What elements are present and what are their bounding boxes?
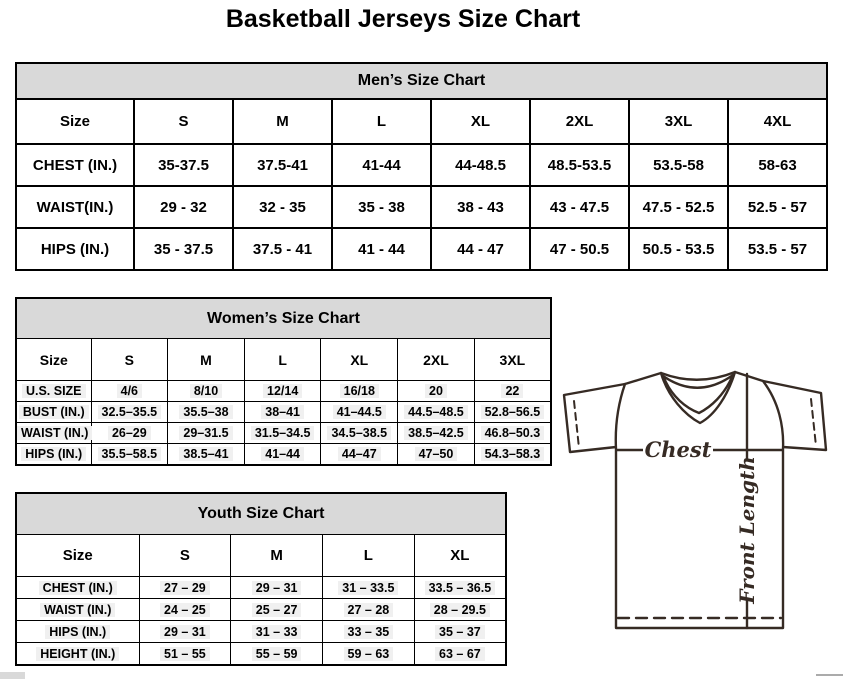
youth-row-label bbox=[16, 599, 139, 621]
women-size-col-header-text: M bbox=[200, 351, 212, 368]
men-cell-value bbox=[332, 228, 431, 270]
women-row-label bbox=[16, 402, 91, 423]
men-size-col-header-text: 4XL bbox=[763, 113, 792, 130]
page-title: Basketball Jerseys Size Chart bbox=[225, 5, 581, 33]
women-row-label-text: BUST (IN.) bbox=[19, 405, 89, 419]
women-cell-value bbox=[168, 381, 245, 402]
youth-chart-title-text: Youth Size Chart bbox=[197, 505, 325, 522]
women-size-label bbox=[16, 339, 91, 381]
youth-cell-value-text: 33.5 – 36.5 bbox=[425, 581, 496, 595]
men-chart-title-text: Men’s Size Chart bbox=[357, 72, 486, 89]
youth-cell-value-text: 31 – 33 bbox=[252, 625, 302, 639]
men-size-col-header-text: L bbox=[376, 113, 387, 130]
men-size-col-header bbox=[332, 99, 431, 144]
women-cell-value bbox=[321, 402, 398, 423]
youth-row-label bbox=[16, 643, 139, 666]
women-cell-value-text: 22 bbox=[501, 384, 523, 398]
youth-cell-value-text: 24 – 25 bbox=[160, 603, 210, 617]
youth-cell-value bbox=[231, 577, 323, 599]
youth-cell-value-text: 59 – 63 bbox=[344, 647, 394, 661]
youth-cell-value-text: 31 – 33.5 bbox=[338, 581, 398, 595]
women-size-col-header-text: L bbox=[278, 351, 287, 368]
men-cell-value bbox=[134, 228, 233, 270]
women-cell-value bbox=[398, 381, 475, 402]
men-size-col-header-text: M bbox=[276, 113, 289, 130]
collar-back-arc-outer bbox=[661, 372, 735, 380]
women-size-col-header bbox=[244, 339, 321, 381]
women-cell-value bbox=[321, 423, 398, 444]
youth-cell-value bbox=[139, 643, 231, 666]
youth-cell-value-text: 29 – 31 bbox=[160, 625, 210, 639]
front-length-label: Front Length bbox=[735, 456, 759, 604]
men-cell-value-text: 47 - 50.5 bbox=[549, 240, 610, 258]
women-cell-value-text: 26–29 bbox=[108, 426, 151, 440]
men-cell-value-text: 53.5-58 bbox=[653, 156, 704, 174]
bottom-right-artifact bbox=[816, 674, 843, 676]
youth-cell-value-text: 27 – 29 bbox=[160, 581, 210, 595]
men-size-label bbox=[16, 99, 134, 144]
women-cell-value-text: 41–44.5 bbox=[333, 405, 386, 419]
women-cell-value bbox=[244, 381, 321, 402]
youth-cell-value bbox=[414, 577, 506, 599]
men-row-label bbox=[16, 228, 134, 270]
women-cell-value-text: 38.5–42.5 bbox=[404, 426, 468, 440]
youth-size-table bbox=[15, 492, 507, 666]
youth-row-label-text: HIPS (IN.) bbox=[45, 625, 110, 639]
youth-chart-title bbox=[16, 493, 506, 535]
men-cell-value bbox=[530, 144, 629, 186]
youth-cell-value bbox=[139, 599, 231, 621]
men-size-col-header-text: 3XL bbox=[664, 113, 693, 130]
women-cell-value bbox=[91, 381, 168, 402]
men-cell-value-text: 50.5 - 53.5 bbox=[642, 240, 715, 258]
men-chart-title bbox=[16, 63, 827, 99]
women-cell-value-text: 4/6 bbox=[117, 384, 142, 398]
men-cell-value-text: 35 - 38 bbox=[358, 198, 405, 216]
men-cell-value-text: 35 - 37.5 bbox=[153, 240, 214, 258]
youth-table-row bbox=[16, 643, 506, 666]
men-table-row bbox=[16, 144, 827, 186]
women-cell-value bbox=[168, 444, 245, 466]
youth-size-col-header bbox=[323, 535, 415, 577]
women-cell-value bbox=[474, 381, 551, 402]
men-cell-value-text: 53.5 - 57 bbox=[747, 240, 808, 258]
women-cell-value-text: 44.5–48.5 bbox=[404, 405, 468, 419]
men-row-label bbox=[16, 144, 134, 186]
women-cell-value-text: 41–44 bbox=[261, 447, 304, 461]
youth-cell-value bbox=[323, 621, 415, 643]
men-cell-value bbox=[134, 186, 233, 228]
women-size-col-header bbox=[91, 339, 168, 381]
men-size-col-header-text: 2XL bbox=[565, 113, 594, 130]
youth-row-label-text: HEIGHT (IN.) bbox=[36, 647, 119, 661]
women-cell-value-text: 20 bbox=[425, 384, 447, 398]
men-table-row bbox=[16, 186, 827, 228]
youth-cell-value-text: 28 – 29.5 bbox=[430, 603, 490, 617]
women-size-col-header bbox=[474, 339, 551, 381]
women-header-row bbox=[16, 298, 551, 339]
men-cell-value-text: 29 - 32 bbox=[160, 198, 207, 216]
men-cell-value bbox=[728, 144, 827, 186]
women-cell-value bbox=[168, 402, 245, 423]
men-row-label-text: CHEST (IN.) bbox=[32, 156, 118, 174]
men-cell-value bbox=[530, 228, 629, 270]
women-cell-value bbox=[91, 444, 168, 466]
men-cell-value bbox=[629, 228, 728, 270]
women-cell-value-text: 35.5–38 bbox=[179, 405, 232, 419]
women-cell-value bbox=[474, 402, 551, 423]
jersey-measurement-diagram bbox=[550, 355, 842, 635]
women-chart-title bbox=[16, 298, 551, 339]
youth-size-col-header-text: L bbox=[363, 547, 373, 564]
women-cell-value bbox=[398, 444, 475, 466]
men-cell-value bbox=[431, 228, 530, 270]
women-row-label-text: WAIST (IN.) bbox=[17, 426, 92, 440]
youth-size-col-header bbox=[231, 535, 323, 577]
men-cell-value-text: 52.5 - 57 bbox=[747, 198, 808, 216]
youth-cell-value-text: 27 – 28 bbox=[344, 603, 394, 617]
youth-cell-value-text: 25 – 27 bbox=[252, 603, 302, 617]
youth-size-col-header-text: XL bbox=[450, 547, 470, 564]
men-header-row bbox=[16, 63, 827, 99]
men-cell-value bbox=[629, 186, 728, 228]
women-size-header-row bbox=[16, 339, 551, 381]
youth-cell-value bbox=[231, 599, 323, 621]
youth-cell-value bbox=[414, 643, 506, 666]
women-table-row bbox=[16, 423, 551, 444]
women-size-col-header-text: 3XL bbox=[499, 351, 526, 368]
men-size-col-header-text: S bbox=[178, 113, 189, 130]
men-size-col-header bbox=[728, 99, 827, 144]
men-cell-value bbox=[134, 144, 233, 186]
men-cell-value bbox=[431, 144, 530, 186]
men-size-col-header bbox=[629, 99, 728, 144]
youth-size-header-row bbox=[16, 535, 506, 577]
women-cell-value bbox=[321, 381, 398, 402]
youth-cell-value bbox=[414, 621, 506, 643]
men-cell-value bbox=[332, 186, 431, 228]
men-row-label-text: WAIST(IN.) bbox=[36, 198, 114, 216]
women-cell-value-text: 52.8–56.5 bbox=[481, 405, 545, 419]
youth-table-row bbox=[16, 577, 506, 599]
youth-cell-value bbox=[323, 643, 415, 666]
men-row-label bbox=[16, 186, 134, 228]
men-cell-value bbox=[233, 144, 332, 186]
men-cell-value bbox=[629, 144, 728, 186]
women-cell-value-text: 32.5–35.5 bbox=[98, 405, 162, 419]
women-cell-value-text: 46.8–50.3 bbox=[481, 426, 545, 440]
women-size-col-header-text: XL bbox=[350, 351, 369, 368]
women-cell-value bbox=[474, 444, 551, 466]
youth-cell-value-text: 63 – 67 bbox=[435, 647, 485, 661]
youth-table-row bbox=[16, 599, 506, 621]
men-size-col-header bbox=[134, 99, 233, 144]
women-cell-value bbox=[321, 444, 398, 466]
women-cell-value bbox=[398, 423, 475, 444]
men-size-col-header bbox=[431, 99, 530, 144]
women-cell-value bbox=[168, 423, 245, 444]
men-cell-value-text: 38 - 43 bbox=[457, 198, 504, 216]
youth-cell-value-text: 33 – 35 bbox=[344, 625, 394, 639]
women-cell-value bbox=[474, 423, 551, 444]
men-cell-value-text: 37.5 - 41 bbox=[252, 240, 313, 258]
youth-row-label-text: CHEST (IN.) bbox=[39, 581, 117, 595]
youth-cell-value-text: 55 – 59 bbox=[252, 647, 302, 661]
women-row-label-text: HIPS (IN.) bbox=[21, 447, 86, 461]
women-cell-value-text: 8/10 bbox=[190, 384, 222, 398]
youth-size-col-header bbox=[139, 535, 231, 577]
youth-size-label-text: Size bbox=[62, 547, 93, 564]
women-cell-value bbox=[244, 402, 321, 423]
men-cell-value-text: 37.5-41 bbox=[257, 156, 308, 174]
women-cell-value-text: 35.5–58.5 bbox=[98, 447, 162, 461]
youth-cell-value-text: 51 – 55 bbox=[160, 647, 210, 661]
women-size-col-header bbox=[398, 339, 475, 381]
women-row-label bbox=[16, 381, 91, 402]
women-cell-value-text: 16/18 bbox=[340, 384, 379, 398]
youth-cell-value bbox=[231, 643, 323, 666]
women-table-row bbox=[16, 444, 551, 466]
women-cell-value-text: 31.5–34.5 bbox=[251, 426, 315, 440]
men-cell-value bbox=[530, 186, 629, 228]
women-cell-value-text: 38.5–41 bbox=[179, 447, 232, 461]
men-cell-value-text: 35-37.5 bbox=[158, 156, 209, 174]
youth-cell-value-text: 29 – 31 bbox=[252, 581, 302, 595]
men-cell-value bbox=[431, 186, 530, 228]
men-cell-value-text: 44-48.5 bbox=[455, 156, 506, 174]
women-size-col-header-text: S bbox=[124, 351, 134, 368]
men-table-row bbox=[16, 228, 827, 270]
youth-row-label bbox=[16, 577, 139, 599]
women-chart-title-text: Women’s Size Chart bbox=[207, 309, 360, 327]
youth-cell-value bbox=[139, 577, 231, 599]
youth-cell-value-text: 35 – 37 bbox=[435, 625, 485, 639]
youth-cell-value bbox=[323, 577, 415, 599]
youth-row-label bbox=[16, 621, 139, 643]
youth-size-col-header-text: S bbox=[179, 547, 190, 564]
men-size-col-header bbox=[233, 99, 332, 144]
men-size-col-header-text: XL bbox=[470, 113, 491, 130]
women-cell-value bbox=[244, 444, 321, 466]
women-row-label bbox=[16, 444, 91, 466]
youth-cell-value bbox=[414, 599, 506, 621]
women-table-row bbox=[16, 381, 551, 402]
womens-size-table bbox=[15, 297, 552, 466]
women-cell-value-text: 12/14 bbox=[263, 384, 302, 398]
men-cell-value-text: 48.5-53.5 bbox=[547, 156, 612, 174]
youth-cell-value bbox=[139, 621, 231, 643]
men-size-col-header bbox=[530, 99, 629, 144]
youth-cell-value bbox=[323, 599, 415, 621]
womens-size-chart-section bbox=[15, 297, 552, 466]
men-size-label-text: Size bbox=[59, 113, 90, 130]
women-size-col-header-text: 2XL bbox=[423, 351, 449, 368]
women-cell-value bbox=[398, 402, 475, 423]
mens-size-chart-section bbox=[15, 62, 828, 271]
youth-table-row bbox=[16, 621, 506, 643]
women-size-col-header bbox=[321, 339, 398, 381]
women-cell-value-text: 54.3–58.3 bbox=[481, 447, 545, 461]
women-row-label bbox=[16, 423, 91, 444]
men-cell-value-text: 41-44 bbox=[362, 156, 401, 174]
men-cell-value-text: 58-63 bbox=[758, 156, 797, 174]
men-cell-value bbox=[728, 228, 827, 270]
men-cell-value-text: 43 - 47.5 bbox=[549, 198, 610, 216]
men-cell-value bbox=[233, 228, 332, 270]
women-cell-value bbox=[91, 402, 168, 423]
women-cell-value bbox=[91, 423, 168, 444]
men-cell-value bbox=[332, 144, 431, 186]
youth-size-col-header-text: M bbox=[270, 547, 283, 564]
youth-cell-value bbox=[231, 621, 323, 643]
youth-row-label-text: WAIST (IN.) bbox=[40, 603, 115, 617]
women-cell-value-text: 44–47 bbox=[338, 447, 381, 461]
youth-header-row bbox=[16, 493, 506, 535]
women-cell-value bbox=[244, 423, 321, 444]
women-row-label-text: U.S. SIZE bbox=[22, 384, 86, 398]
men-row-label-text: HIPS (IN.) bbox=[40, 240, 110, 258]
women-cell-value-text: 38–41 bbox=[261, 405, 304, 419]
men-cell-value bbox=[728, 186, 827, 228]
women-table-row bbox=[16, 402, 551, 423]
men-cell-value bbox=[233, 186, 332, 228]
men-size-header-row bbox=[16, 99, 827, 144]
men-cell-value-text: 41 - 44 bbox=[358, 240, 405, 258]
youth-size-label bbox=[16, 535, 139, 577]
youth-size-col-header bbox=[414, 535, 506, 577]
women-cell-value-text: 34.5–38.5 bbox=[327, 426, 391, 440]
men-cell-value-text: 44 - 47 bbox=[457, 240, 504, 258]
men-cell-value-text: 47.5 - 52.5 bbox=[642, 198, 715, 216]
women-cell-value-text: 47–50 bbox=[415, 447, 458, 461]
women-cell-value-text: 29–31.5 bbox=[179, 426, 232, 440]
chest-label: Chest bbox=[644, 437, 712, 462]
youth-size-chart-section bbox=[15, 492, 507, 666]
women-size-label-text: Size bbox=[39, 351, 68, 368]
mens-size-table bbox=[15, 62, 828, 271]
women-size-col-header bbox=[168, 339, 245, 381]
bottom-left-artifact bbox=[0, 672, 25, 679]
men-cell-value-text: 32 - 35 bbox=[259, 198, 306, 216]
